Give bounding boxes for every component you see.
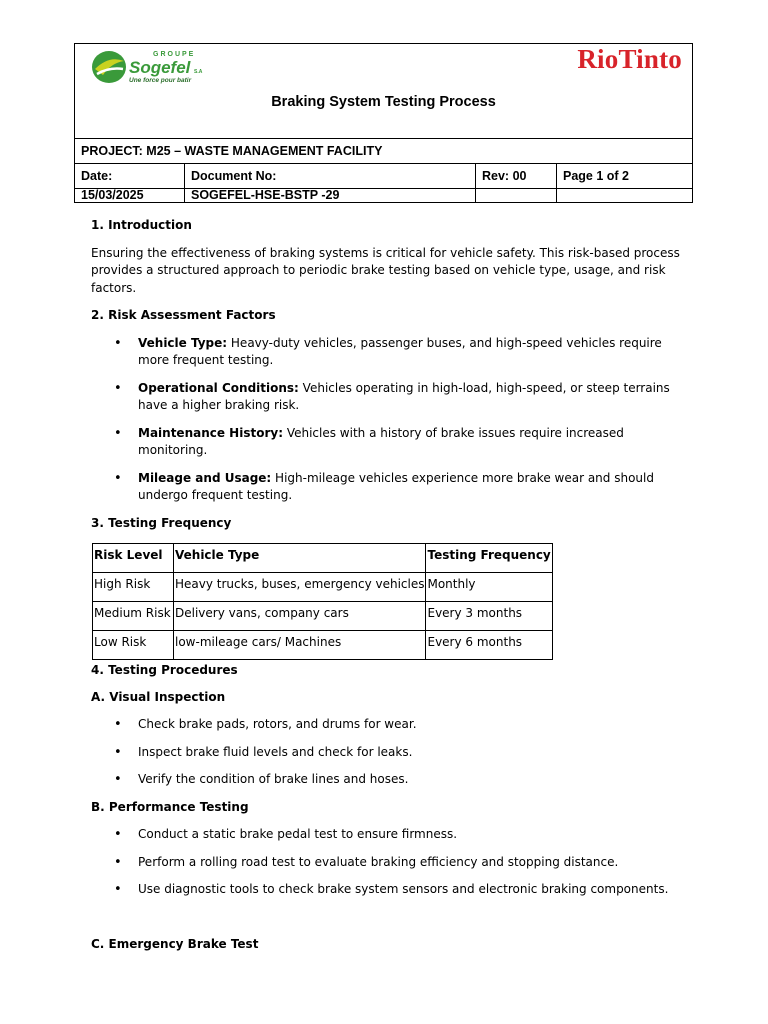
table-row [93,573,553,602]
section-heading: 2. Risk Assessment Factors [91,308,276,322]
list-item: • Verify the condition of brake lines and hoses. [138,771,691,789]
logo-tagline-text: Une force pour batir [129,77,192,84]
document-header-table [74,43,693,203]
section-heading: 4. Testing Procedures [91,663,238,677]
section-heading: 3. Testing Frequency [91,515,232,530]
document-no-value: SOGEFEL-HSE-BSTP -29 [185,189,476,203]
page-number-label: Page 1 of 2 [557,164,693,189]
testing-frequency-table [92,543,553,660]
list-item: • Check brake pads, rotors, and drums for wear. [138,716,691,734]
table-header-cell: Testing Frequency [426,544,552,573]
list-item: • Inspect brake fluid levels and check for leaks. [138,744,691,762]
list-item-term: Mileage and Usage: [138,470,272,485]
list-item [138,335,691,370]
list-item: • Perform a rolling road test to evaluate braking efficiency and stopping distance. [138,854,691,872]
intro-paragraph: Ensuring the effectiveness of braking systems is critical for vehicle safety. This risk-based process provides a structured approach to periodic brake testing based on vehicle type, usage, and risk factors. [91,245,680,295]
table-cell: High Risk [93,573,174,602]
performance-testing-list [91,826,691,899]
document-no-label: Document No: [185,164,476,189]
project-cell: PROJECT: M25 – WASTE MANAGEMENT FACILITY [75,139,693,164]
subsection-heading: B. Performance Testing [91,799,249,814]
table-cell: Heavy trucks, buses, emergency vehicles [174,573,426,602]
subsection-heading: C. Emergency Brake Test [91,936,259,951]
sogefel-leaf-icon [91,47,221,87]
logo-suffix-text: S.A [194,69,203,75]
logo-group-text: GROUPE [153,51,196,58]
document-body [91,217,691,953]
document-title: Braking System Testing Process [271,94,496,110]
table-cell: Delivery vans, company cars [174,602,426,631]
list-item: • Use diagnostic tools to check brake system sensors and electronic braking components. [138,881,691,899]
table-cell: Monthly [426,573,552,602]
list-item [138,470,691,505]
table-cell: Every 3 months [426,602,552,631]
header-logo-cell [75,44,693,139]
list-item-term: Operational Conditions: [138,380,299,395]
date-label: Date: [75,164,185,189]
table-cell: Low Risk [93,631,174,660]
logo-name-text: Sogefel [129,58,191,77]
list-item: • Conduct a static brake pedal test to ensure firmness. [138,826,691,844]
revision-value [476,189,557,203]
table-cell: Every 6 months [426,631,552,660]
list-item-term: Maintenance History: [138,425,284,440]
list-item [138,380,691,415]
list-item [138,425,691,460]
table-cell: low-mileage cars/ Machines [174,631,426,660]
subsection-heading: A. Visual Inspection [91,689,226,704]
list-item-text: High-mileage vehicles experience more brake wear and should undergo frequent testing. [138,470,654,502]
list-item-text: Vehicles with a history of brake issues require increased monitoring. [138,425,624,457]
revision-label: Rev: 00 [476,164,557,189]
page-value [557,189,693,203]
table-cell: Medium Risk [93,602,174,631]
visual-inspection-list [91,716,691,789]
date-value: 15/03/2025 [75,189,185,203]
riotinto-logo: RioTinto [577,44,682,74]
table-row [93,602,553,631]
list-item-text: Heavy-duty vehicles, passenger buses, and high-speed vehicles require more frequent testing. [138,335,662,367]
risk-factor-list [91,335,691,505]
list-item-text: Vehicles operating in high-load, high-speed, or steep terrains have a higher braking risk. [138,380,670,412]
table-header-cell: Vehicle Type [174,544,426,573]
list-item-term: Vehicle Type: [138,335,228,350]
sogefel-logo [91,47,221,87]
table-header-row [93,544,553,573]
table-header-cell: Risk Level [93,544,174,573]
section-heading: 1. Introduction [91,218,192,232]
table-row [93,631,553,660]
